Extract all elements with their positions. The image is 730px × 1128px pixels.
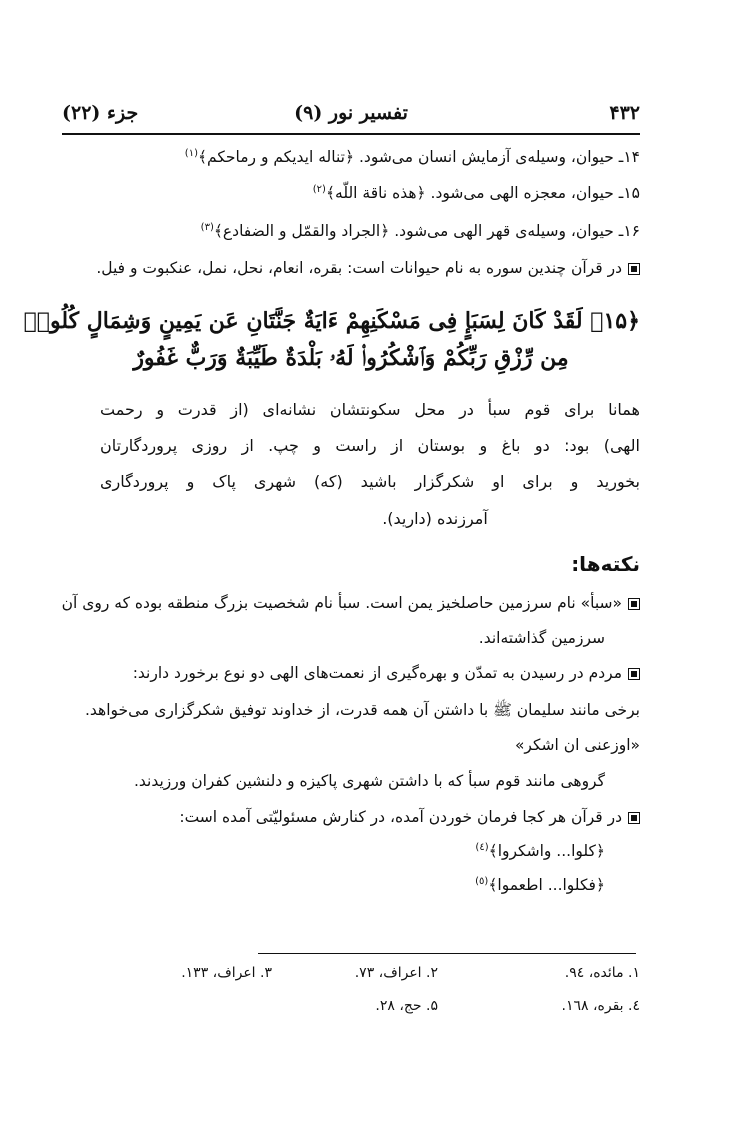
point-15: ۱۵ـ حیوان، معجزه الهی می‌شود. ﴿هذه ناقة اللّه﴾$^{(۲)}$: [312, 184, 640, 203]
footnote-ref-5: (٥): [475, 876, 489, 887]
footnote-2: ۲. اعراف، ۷۳.: [354, 965, 438, 981]
point-saba-cont: سرزمین گذاشته‌اند.: [478, 629, 605, 647]
translation-line-2: الهی) بود: دو باغ و بوستان از راست و چپ. از روزی پروردگارتان: [100, 436, 640, 455]
points-heading: نکته‌ها:: [571, 552, 640, 576]
surah-note: در قرآن چندین سوره به نام حیوانات است: بقره، انعام، نحل، نمل، عنکبوت و فیل.: [62, 259, 640, 277]
point-16: ۱۶ـ حیوان، وسیله‌ی قهر الهی می‌شود. ﴿الجراد والقمّل و الضفادع﴾$^{(۳)}$: [200, 222, 640, 241]
translation-line-1: همانا برای قوم سبأ در محل سکونتشان نشانه‌ای (از قدرت و رحمت: [100, 400, 640, 419]
point-saba: «سبأ» نام سرزمین حاصلخیز یمن است. سبأ نام شخصیت بزرگ منطقه بوده که روی آن: [55, 594, 640, 612]
page-number: ۴۳۲: [609, 102, 640, 124]
footnote-ref-4: (٤): [475, 842, 489, 853]
footnote-1: ۱. مائده، ۹٤.: [564, 965, 640, 981]
quote-eat-thank: ﴿کلوا... واشکروا﴾$^{(٤)}$: [475, 842, 605, 861]
page-header: [62, 100, 640, 130]
header-rule: [62, 133, 640, 135]
square-bullet-icon: [628, 263, 640, 275]
footnote-4: ٤. بقره، ۱٦۸.: [561, 998, 640, 1014]
square-bullet-icon: [628, 812, 640, 824]
point-solomon: برخی مانند سلیمان ﷺ با داشتن آن همه قدرت، از خداوند توفیق شکرگزاری می‌خواهد.: [84, 701, 640, 719]
point-eating: در قرآن هر کجا فرمان خوردن آمده، در کنارش مسئولیّتی آمده است:: [62, 808, 640, 826]
square-bullet-icon: [628, 598, 640, 610]
footnote-5: ۵. حج، ۲۸.: [375, 998, 438, 1014]
footnote-ref-1: (۱): [184, 148, 198, 159]
footnote-rule: [258, 953, 636, 954]
point-solomon-quote: «اوزعنی ان اشکر»: [514, 736, 640, 754]
square-bullet-icon: [628, 668, 640, 680]
book-title: تفسیر نور (۹): [294, 102, 408, 124]
translation-line-4: آمرزنده (دارید).: [382, 509, 488, 528]
verse-line-1: ﴿۱۵﴾ لَقَدْ كَانَ لِسَبَإٍ فِى مَسْكَنِهِمْ ءَايَةٌ جَنَّتَانِ عَن يَمِينٍ وَشِمَالٍ كُلُوا۟: [23, 308, 640, 334]
footnote-3: ۳. اعراف، ۱۳۳.: [181, 965, 272, 981]
juz-label: جزء (۲۲): [62, 102, 139, 124]
verse-line-2: مِن رِّزْقِ رَبِّكُمْ وَٱشْكُرُوا۟ لَهُۥ بَلْدَةٌ طَيِّبَةٌ وَرَبٌّ غَفُورٌ: [133, 345, 569, 371]
translation-line-3: بخورید و برای او شکرگزار باشید (که) شهری پاک و پروردگاری: [100, 472, 640, 491]
quote-eat-feed: ﴿فکلوا... اطعموا﴾$^{(٥)}$: [475, 876, 605, 895]
footnote-ref-2: (۲): [312, 184, 326, 195]
point-saba-people: گروهی مانند قوم سبأ که با داشتن شهری پاکیزه و دلنشین کفران ورزیدند.: [133, 772, 605, 790]
point-14: ۱۴ـ حیوان، وسیله‌ی آزمایش انسان می‌شود. ﴿تناله ایدیکم و رماحکم﴾$^{(۱)}$: [184, 148, 640, 167]
point-civilization: مردم در رسیدن به تمدّن و بهره‌گیری از نعمت‌های الهی دو نوع برخورد دارند:: [62, 664, 640, 682]
footnote-ref-3: (۳): [200, 222, 214, 233]
